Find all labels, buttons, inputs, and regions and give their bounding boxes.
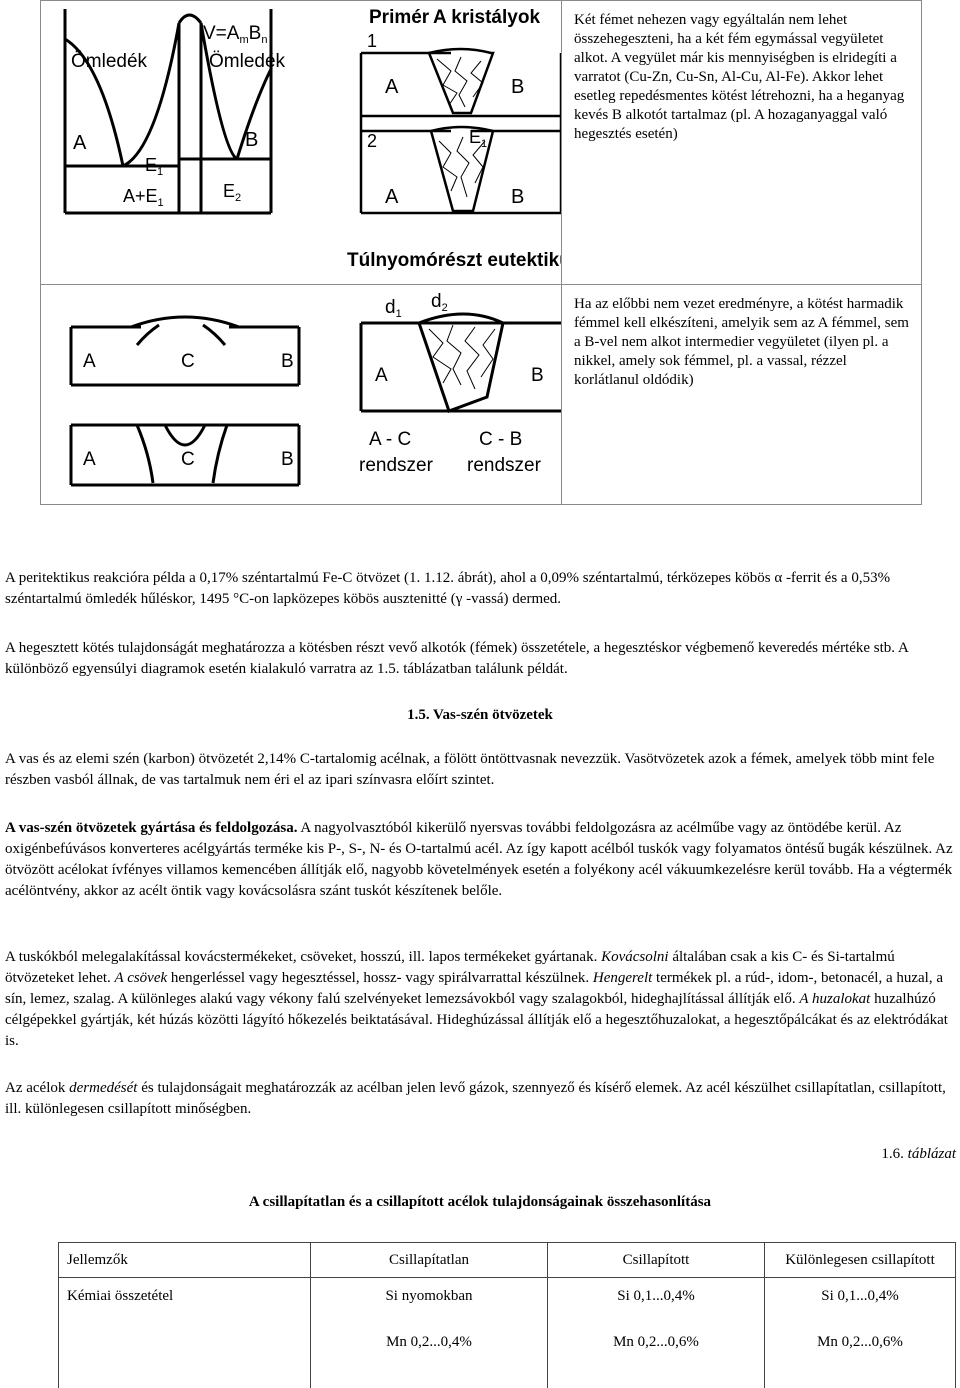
fig2-c2-label: C [181,449,195,470]
fig1-weld-b1-label: B [511,76,525,98]
fig2-cb-system-label: rendszer [467,455,541,476]
fig2-cb-label: C - B [479,429,523,450]
fig1-weld-b2-label: B [511,186,525,208]
table-cell: Si nyomokban [311,1278,548,1323]
table-title: A csillapítatlan és a csillapított acélok tulajdonságainak összehasonlítása [248,1194,712,1210]
fig2-ac-label: A - C [369,429,412,450]
table-number-value: 1.6. [881,1146,904,1162]
table-cell: Si 0,1...0,4% [765,1278,956,1323]
paragraph-gyartas [5,818,955,902]
fig1-caption: Túlnyomórészt eutektikus [347,250,561,271]
table-header-row [59,1243,956,1278]
table-cell: Mn 0,2...0,6% [765,1322,956,1388]
fig1-kristalyok-label: A kristályok [433,7,541,28]
acelok-text-2: és tulajdonságait meghatározzák az acélban jelen levő gázok, szennyező és kísérő elemek. Az acél készülhet csillapítatlan, csillapított, ill. különlegesen csillapított minőségben. [5,1080,946,1117]
fig2-c1-label: C [181,351,195,372]
table-cell: Mn 0,2...0,4% [311,1322,548,1388]
fig2-a1-label: A [83,351,96,372]
fig1-e2-label: $E_2$ [223,181,242,204]
paragraph-gyartas-body: A nagyolvasztóból kikerülő nyersvas további feldolgozásra az acélműbe vagy az öntödébe kerül. Az oxigénbefúvásos konverteres acélgyártás terméke kis P-, S-, N- és O-tartalmú acél. Az így kapott acélból tuskók vagy folyamatos öntésű bugák készülnek. Az ötvözött acélokat ívfényes villamos kemencében állítják elő, nagyobb követelmények esetén a folyékony acél vákuumkezelésre kerül tovább. Ha a végtermék acélöntvény, akkor az acélt öntik vagy kovácsolásra szánt tuskót készítenek belőle. [5,820,953,899]
section-heading: 1.5. Vas-szén ötvözetek [407,707,553,723]
table-cell: Si 0,1...0,4% [548,1278,765,1323]
fig1-weld-e1-label: $E_1$ [469,127,488,150]
paragraph-peritektikus: A peritektikus reakcióra példa a 0,17% széntartalmú Fe-C ötvözet (1. 1.12. ábrát), ahol a 0,09% széntartalmú, térközepes köbös α -ferrit és a 0,53% széntartalmú ömledék hűléskor, 1495 °C-on lapközepes köbös ausztenitté (γ -vassá) dermed. [5,570,891,607]
paragraph-gyartas-lead: A vas-szén ötvözetek gyártása és feldolgozása. [5,820,298,836]
table-cell [59,1322,311,1388]
acelok-italic-1: dermedését [69,1080,138,1096]
fig2-a2-label: A [83,449,96,470]
tuskok-text-3: hengerléssel vagy hegesztéssel, hossz- vagy spirálvarrattal készülnek. [167,970,593,986]
table-header-cell: Csillapított [548,1243,765,1278]
tuskok-text-1: A tuskókból melegalakítással kovácstermékeket, csöveket, hosszú, ill. lapos termékeket gyártanak. [5,949,602,965]
table-row [59,1278,956,1323]
figure-eutectic-cell [41,1,562,285]
table-header-cell: Különlegesen csillapított [765,1243,956,1278]
fig1-e1-label: $E_1$ [145,155,164,178]
table-cell: Kémiai összetétel [59,1278,311,1323]
tuskok-text-2: általában csak a kis C- és Si-tartalmú ötvözeteket lehet. [5,949,895,986]
fig2-weld-a-label: A [375,365,388,386]
figure-third-metal-cell [41,285,562,505]
paragraph-acelok [5,1078,955,1120]
side-text-2: Ha az előbbi nem vezet eredményre, a kötést harmadik fémmel kell elkészíteni, amelyik sem az A fémmel, sem a B-vel nem alkot intermedier vegyületet (ilyen pl. a nikkel, amely sok fémmel, pl. a vassal, rézzel korlátlanul oldódik) [562,285,922,505]
fig1-omledek-left-label: Ömledék [71,51,148,72]
third-metal-diagram [41,285,561,499]
fig1-ae1-label: $A+E_1$ [123,186,164,209]
fig1-b-label: B [245,129,259,151]
fig2-weld-b-label: B [531,365,544,386]
table-number-word: táblázat [907,1146,956,1162]
fig1-weld-a1-label: A [385,76,399,98]
figure-table [40,0,922,505]
fig2-b2-label: B [281,449,294,470]
fig2-d1-label: $d_1$ [385,297,402,320]
table-row [59,1322,956,1388]
tuskok-italic-4: A huzalokat [799,991,871,1007]
fig2-b1-label: B [281,351,294,372]
tuskok-italic-2: A csövek [114,970,168,986]
fig1-weld-a2-label: A [385,186,399,208]
table-header-cell: Csillapítatlan [311,1243,548,1278]
tuskok-italic-3: Hengerelt [592,970,653,986]
table-number [881,1146,956,1163]
comparison-table [58,1242,956,1388]
paragraph-tuskok [5,947,955,1052]
table-cell: Mn 0,2...0,6% [548,1322,765,1388]
tuskok-text-4: termékek pl. a rúd-, idom-, betonacél, a huzal, a sín, lemez, szalag. A különleges alakú vagy vékony falú szelvényeket lemezsávokból vagy szalagokból, hideghajlítással állítják elő. [5,970,943,1007]
tuskok-italic-1: Kovácsolni [601,949,669,965]
fig1-v-label: $V=A_mB_n$ [203,23,268,46]
fig2-ac-system-label: rendszer [359,455,433,476]
weld-three-metal-section [361,314,561,411]
fig1-primer-label: Primér [369,7,430,28]
eutectic-diagram [41,1,561,279]
fig1-omledek-right-label: Ömledék [209,51,286,72]
fig1-a-label: A [73,132,87,154]
side-text-1: Két fémet nehezen vagy egyáltalán nem lehet összehegeszteni, ha a két fém egymással vegyületet alkot. A vegyület már kis mennyiségben is elridegíti a varratot (Cu-Zn, Cu-Sn, Al-Cu, Al-Fe). Akkor lehet esetleg repedésmentes kötést létrehozni, ha a heganyag kevés B alkotót tartalmaz (pl. A hozaganyaggal való hegesztés esetén) [562,1,922,285]
paragraph-vas: A vas és az elemi szén (karbon) ötvözetét 2,14% C-tartalomig acélnak, a fölött öntöttvasnak nevezzük. Vasötvözetek azok a fémek, amelyek több mint fele részben vasból állnak, de vas tartalmuk nem éri el az ipari színvasra előírt szintet. [5,751,935,788]
comparison-table-wrapper [58,1242,956,1388]
table-header-cell: Jellemzők [59,1243,311,1278]
paragraph-hegesztett: A hegesztett kötés tulajdonságát meghatározza a kötésben részt vevő alkotók (fémek) összetétele, a hegesztéskor végbemenő keveredés mértéke stb. A különböző egyensúlyi diagramok esetén kialakuló varratra az 1.5. táblázatban találunk példát. [5,640,908,677]
fig1-one-label: 1 [367,31,378,51]
acelok-text-1: Az acélok [5,1080,70,1096]
fig1-two-label: 2 [367,131,378,151]
tuskok-text-5: huzalhúzó célgépekkel gyártják, két húzás közötti lágyító hőkezelés beiktatásával. Hideghúzással állítják elő a hegesztőhuzalokat, a hegesztőpálcákat és az elektródákat is. [5,991,948,1049]
fig2-d2-label: $d_2$ [431,291,448,314]
